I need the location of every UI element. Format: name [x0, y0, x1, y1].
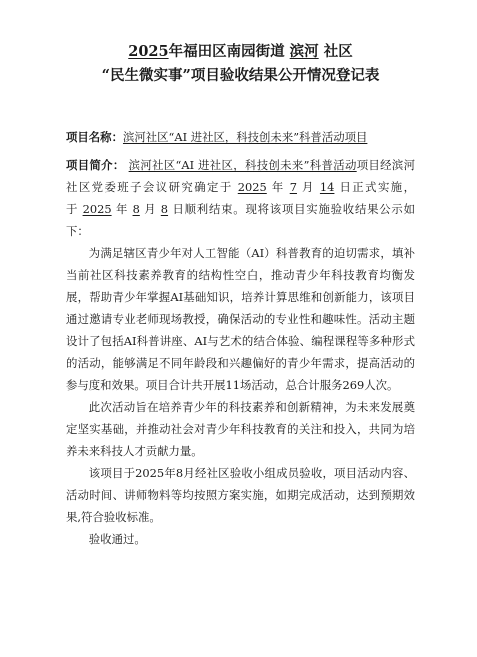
project-intro-label: 项目简介：: [66, 158, 125, 172]
project-name-value: 滨河社区“AI 进社区，科技创未来”科普活动项目: [122, 130, 368, 144]
start-year: 2025: [237, 180, 267, 194]
project-intro-value: 滨河社区“AI 进社区，科技创未来”科普活动: [128, 158, 357, 172]
paragraph-3: 该项目于2025年8月经社区验收小组成员验收，项目活动内容、活动时间、讲师物料等均按照方案实施，如期完成活动，达到预期效果,符合验收标准。: [66, 466, 415, 524]
project-name-label: 项目名称：: [66, 130, 123, 144]
paragraph-4: 验收通过。: [88, 532, 146, 546]
intro-text1: 项目经滨河社区党委班子会议研究确定于: [66, 158, 415, 194]
start-month-unit: 月: [302, 180, 315, 194]
title-year: 2025: [128, 43, 169, 60]
intro-text2: 日正式实施，于: [66, 180, 415, 216]
start-month: 7: [289, 180, 297, 194]
document-title-line1: [66, 0, 415, 64]
project-intro-row: [66, 154, 415, 242]
title-district: 年福田区南园街道: [168, 43, 285, 60]
paragraph-2: 此次活动旨在培养青少年的科技素养和创新精神，为未来发展奠定坚实基础，并推动社会对青少年科技教育的关注和投入，共同为培养未来科技人才贡献力量。: [66, 400, 415, 458]
end-year: 2025: [82, 202, 112, 216]
end-month: 8: [132, 202, 140, 216]
title-suffix: 社区: [323, 43, 353, 60]
end-month-unit: 月: [144, 202, 157, 216]
document-title-line2: “民生微实事”项目验收结果公开情况登记表: [101, 67, 380, 84]
document-body: [66, 126, 415, 550]
project-name-row: [66, 126, 415, 148]
end-day: 8: [160, 202, 169, 216]
end-year-unit: 年: [115, 202, 129, 216]
title-community: 滨河: [289, 43, 319, 60]
start-year-unit: 年: [271, 180, 285, 194]
start-day: 14: [319, 180, 335, 194]
intro-text3: 日顺利结束。现将该项目实施验收结果公示如下：: [66, 202, 415, 238]
paragraph-1: 为满足辖区青少年对人工智能（AI）科普教育的迫切需求，填补当前社区科技素养教育的结构性空白，推动青少年科技教育均衡发展，帮助青少年掌握AI基础知识，培养计算思维和创新能力，该项目通过邀请专业老师现场教授，确保活动的专业性和趣味性。活动主题设计了包括AI科普讲座、AI与艺术的结合体验、编程课程等多种形式的活动，能够满足不同年龄段和兴趣偏好的青少年需求，提高活动的参与度和效果。项目合计共开展11场活动，总合计服务269人次。: [66, 246, 415, 392]
